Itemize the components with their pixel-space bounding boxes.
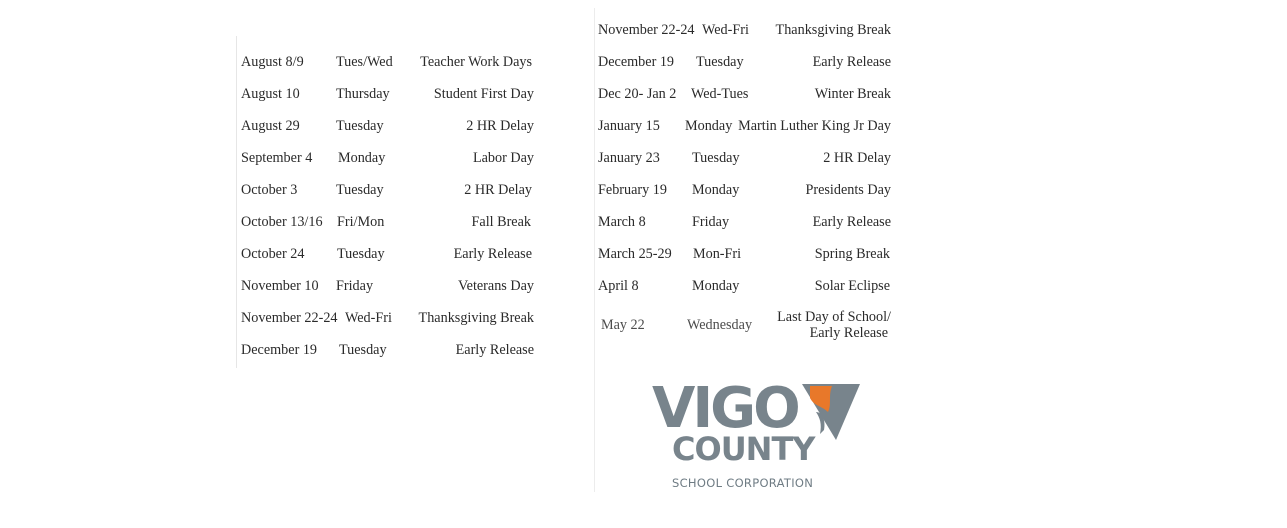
row-day: Tuesday (692, 150, 740, 166)
row-date: Dec 20- Jan 2 (598, 86, 677, 102)
row-event: Veterans Day (457, 278, 534, 294)
calendar-row (237, 150, 593, 172)
row-date: March 25-29 (598, 246, 672, 262)
calendar-row (595, 214, 897, 236)
row-day: Tuesday (336, 182, 384, 198)
row-day: Wed-Fri (702, 22, 749, 38)
row-event: Early Release (453, 246, 532, 262)
row-event: 2 HR Delay (466, 118, 534, 134)
row-date: October 3 (241, 182, 298, 198)
row-event: 2 HR Delay (464, 182, 532, 198)
row-event: Student First Day (433, 86, 534, 102)
row-event: Spring Break (814, 246, 890, 262)
calendar-left-column (236, 36, 593, 368)
row-event: Martin Luther King Jr Day (738, 118, 891, 134)
row-event (777, 309, 891, 341)
row-event: Early Release (812, 54, 891, 70)
row-event: Winter Break (814, 86, 891, 102)
row-day: Tuesday (696, 54, 744, 70)
logo-wordmark-vigo: VIGO (652, 376, 798, 441)
row-day: Monday (692, 278, 740, 294)
calendar-row (237, 54, 593, 76)
calendar-row (237, 118, 593, 140)
row-day: Thursday (336, 86, 390, 102)
row-event: Thanksgiving Break (418, 310, 534, 326)
row-event-line: Early Release (809, 325, 888, 341)
calendar-row (595, 22, 897, 44)
row-event: Solar Eclipse (814, 278, 890, 294)
row-date: February 19 (598, 182, 667, 198)
logo-subtitle: SCHOOL CORPORATION (672, 476, 814, 490)
logo-emblem-icon (798, 382, 860, 444)
row-day: Monday (338, 150, 386, 166)
calendar-row (595, 54, 897, 76)
row-date: December 19 (241, 342, 318, 358)
calendar-row (237, 86, 593, 108)
row-event-line: Last Day of School/ (777, 309, 891, 325)
row-day: Wed-Tues (691, 86, 749, 102)
row-event: Teacher Work Days (420, 54, 532, 70)
row-date: January 23 (598, 150, 660, 166)
row-date: May 22 (601, 317, 645, 333)
row-date: January 15 (598, 118, 660, 134)
row-day: Fri/Mon (337, 214, 385, 230)
row-day: Friday (336, 278, 374, 294)
row-event: Labor Day (472, 150, 534, 166)
calendar-row (595, 278, 897, 300)
row-event: Thanksgiving Break (775, 22, 891, 38)
row-event: Presidents Day (805, 182, 891, 198)
row-day: Tues/Wed (336, 54, 393, 70)
vigo-county-logo (650, 376, 865, 495)
row-day: Mon-Fri (693, 246, 742, 262)
calendar-row (237, 182, 593, 204)
row-date: August 29 (241, 118, 300, 134)
row-date: October 24 (241, 246, 305, 262)
row-date: September 4 (241, 150, 313, 166)
row-day: Tuesday (336, 118, 384, 134)
logo-wordmark-county: COUNTY (672, 430, 815, 468)
row-date: November 22-24 (241, 310, 338, 326)
calendar-row (595, 150, 897, 172)
row-date: November 22-24 (598, 22, 695, 38)
calendar-row (595, 310, 897, 346)
calendar-row (595, 246, 897, 268)
row-day: Monday (692, 182, 740, 198)
calendar-row (595, 86, 897, 108)
row-day: Tuesday (337, 246, 385, 262)
calendar-row (237, 310, 593, 332)
row-date: March 8 (598, 214, 646, 230)
row-date: November 10 (241, 278, 319, 294)
row-event: Early Release (812, 214, 891, 230)
row-day: Monday (685, 118, 733, 134)
calendar-row (237, 278, 593, 300)
calendar-row (237, 214, 593, 236)
calendar-row (595, 118, 897, 140)
row-date: April 8 (598, 278, 639, 294)
row-date: October 13/16 (241, 214, 323, 230)
row-day: Wed-Fri (345, 310, 392, 326)
calendar-row (237, 246, 593, 268)
row-date: December 19 (598, 54, 675, 70)
row-event: Fall Break (471, 214, 531, 230)
row-day: Friday (692, 214, 730, 230)
calendar-row (237, 342, 593, 364)
calendar-row (595, 182, 897, 204)
row-date: August 10 (241, 86, 300, 102)
row-event: 2 HR Delay (823, 150, 891, 166)
row-event: Early Release (455, 342, 534, 358)
row-date: August 8/9 (241, 54, 304, 70)
row-day: Wednesday (687, 317, 753, 333)
row-day: Tuesday (339, 342, 387, 358)
